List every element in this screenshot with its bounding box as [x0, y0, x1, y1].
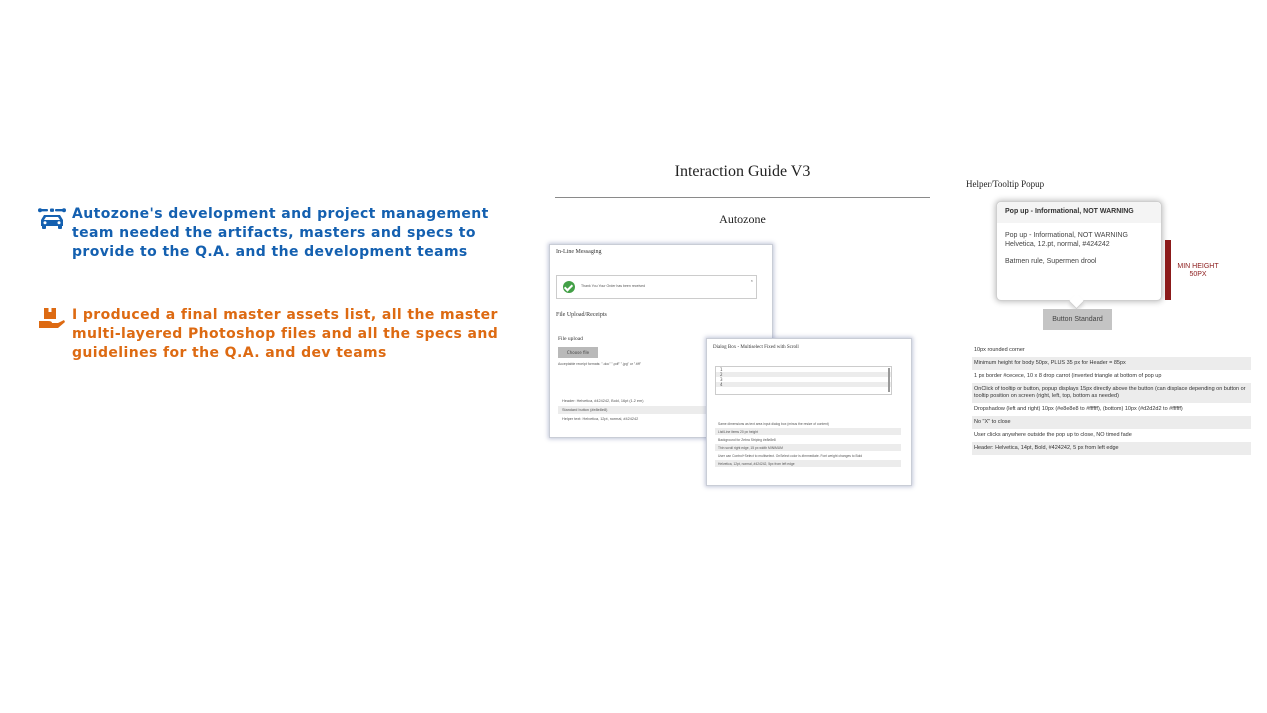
dialog-spec-4: Thin scroll right edge, 15 px width MINIMUM [715, 444, 901, 451]
spec-note: 1 px border #cecece, 10 x 8 drop carrot (inverted triangle at bottom of pop up [974, 373, 1162, 379]
inline-spec-1: Header: Helvetica, #424242, Bold, 16pt (1.2 em) [562, 399, 644, 403]
min-height-value: 50PX [1189, 271, 1207, 278]
point-development-need [38, 205, 527, 262]
hand-box-icon [38, 308, 66, 330]
dialog-box-card [706, 338, 912, 486]
list-item[interactable]: 2 [716, 372, 891, 377]
spec-note: Header: Helvetica, 14pt, Bold, #424242, 5 px from left edge [972, 442, 1251, 455]
popup-spec-notes [972, 344, 1251, 455]
file-upload-label: File upload [558, 336, 583, 342]
tooltip-popup-line-3: Batmen rule, Supermen drool [1005, 258, 1097, 265]
multiselect-list[interactable] [715, 366, 892, 395]
close-icon[interactable]: × [750, 278, 753, 283]
dialog-spec-5: User can Control+Select to multiselect. OnSelect color is #immediate. Font weight changes to Bold [718, 453, 863, 458]
spec-note: OnClick of tooltip or button, popup displays 15px directly above the button (can displace depending on button or tooltip position on screen (right, left, top, bottom as needed) [972, 383, 1251, 403]
guide-divider [555, 197, 930, 198]
dialog-spec-3: Background for Zebra Striping #e8e8e8 [718, 437, 776, 442]
min-height-text: MIN HEIGHT [1177, 263, 1219, 270]
tooltip-popup [996, 201, 1162, 301]
guide-title: Interaction Guide V3 [674, 163, 811, 180]
success-message-box [556, 275, 757, 299]
guide-subtitle: Autozone [719, 212, 766, 226]
car-wrench-icon [38, 207, 66, 229]
spec-note: 10px rounded corner [974, 347, 1025, 353]
spec-note: Dropshadow (left and right) 10px (#e8e8e8 to #ffffff), (bottom) 10px (#d2d2d2 to #ffffff) [974, 406, 1183, 412]
list-item[interactable]: 4 [716, 382, 891, 387]
check-circle-icon [563, 281, 575, 293]
list-item[interactable]: 1 [720, 367, 723, 372]
helper-tooltip-label: Helper/Tooltip Popup [966, 179, 1045, 189]
accepted-formats-text: Acceptable receipt formats: ".doc" ".pdf" ".jpg" or ".tiff" [558, 362, 642, 366]
point-produced-assets-text: I produced a final master assets list, all the master multi-layered Photoshop files and all the specs and guidelines for the Q.A. and dev teams [72, 307, 499, 361]
tooltip-popup-line-1: Pop up - Informational, NOT WARNING [1005, 232, 1128, 239]
spec-note: Minimum height for body 50px, PLUS 35 px for Header = 85px [972, 357, 1251, 370]
tooltip-popup-line-2: Helvetica, 12.pt, normal, #424242 [1005, 241, 1110, 248]
inline-spec-2: Standard button (#e8e8e8) [558, 406, 772, 414]
min-height-bar [1165, 240, 1171, 300]
inline-messaging-heading: In-Line Messaging [556, 249, 602, 255]
dialog-spec-1: Same dimensions as text area input dialog box (minus the resize of content) [718, 421, 829, 426]
dialog-spec-2: List/Line items 20 px height [715, 428, 901, 435]
inline-spec-3: Helper text: Helvetica, 12pt, normal, #424242 [562, 417, 639, 421]
dialog-box-heading: Dialog Box - Multiselect Fixed with Scroll [713, 345, 799, 350]
button-standard[interactable]: Button Standard [1043, 309, 1112, 330]
file-upload-section-heading: File Upload/Receipts [556, 312, 607, 318]
point-produced-assets [38, 306, 527, 363]
point-development-need-text: Autozone's development and project management team needed the artifacts, masters and specs to provide to the Q.A. and the development teams [72, 206, 489, 260]
choose-file-button[interactable]: Choose file [558, 347, 598, 358]
success-message-text: Thank You Your Order has been received [581, 284, 646, 288]
tooltip-popup-title: Pop up - Informational, NOT WARNING [1005, 208, 1134, 215]
spec-note: User clicks anywhere outside the pop up to close, NO timed fade [974, 432, 1132, 438]
spec-note: No "X" to close [972, 416, 1251, 429]
dialog-spec-6: Helvetica, 12pt, normal, #424242, 5px from left edge [715, 460, 901, 467]
list-scrollbar[interactable] [888, 368, 890, 392]
min-height-label [1172, 263, 1224, 279]
list-item[interactable]: 3 [720, 377, 723, 382]
